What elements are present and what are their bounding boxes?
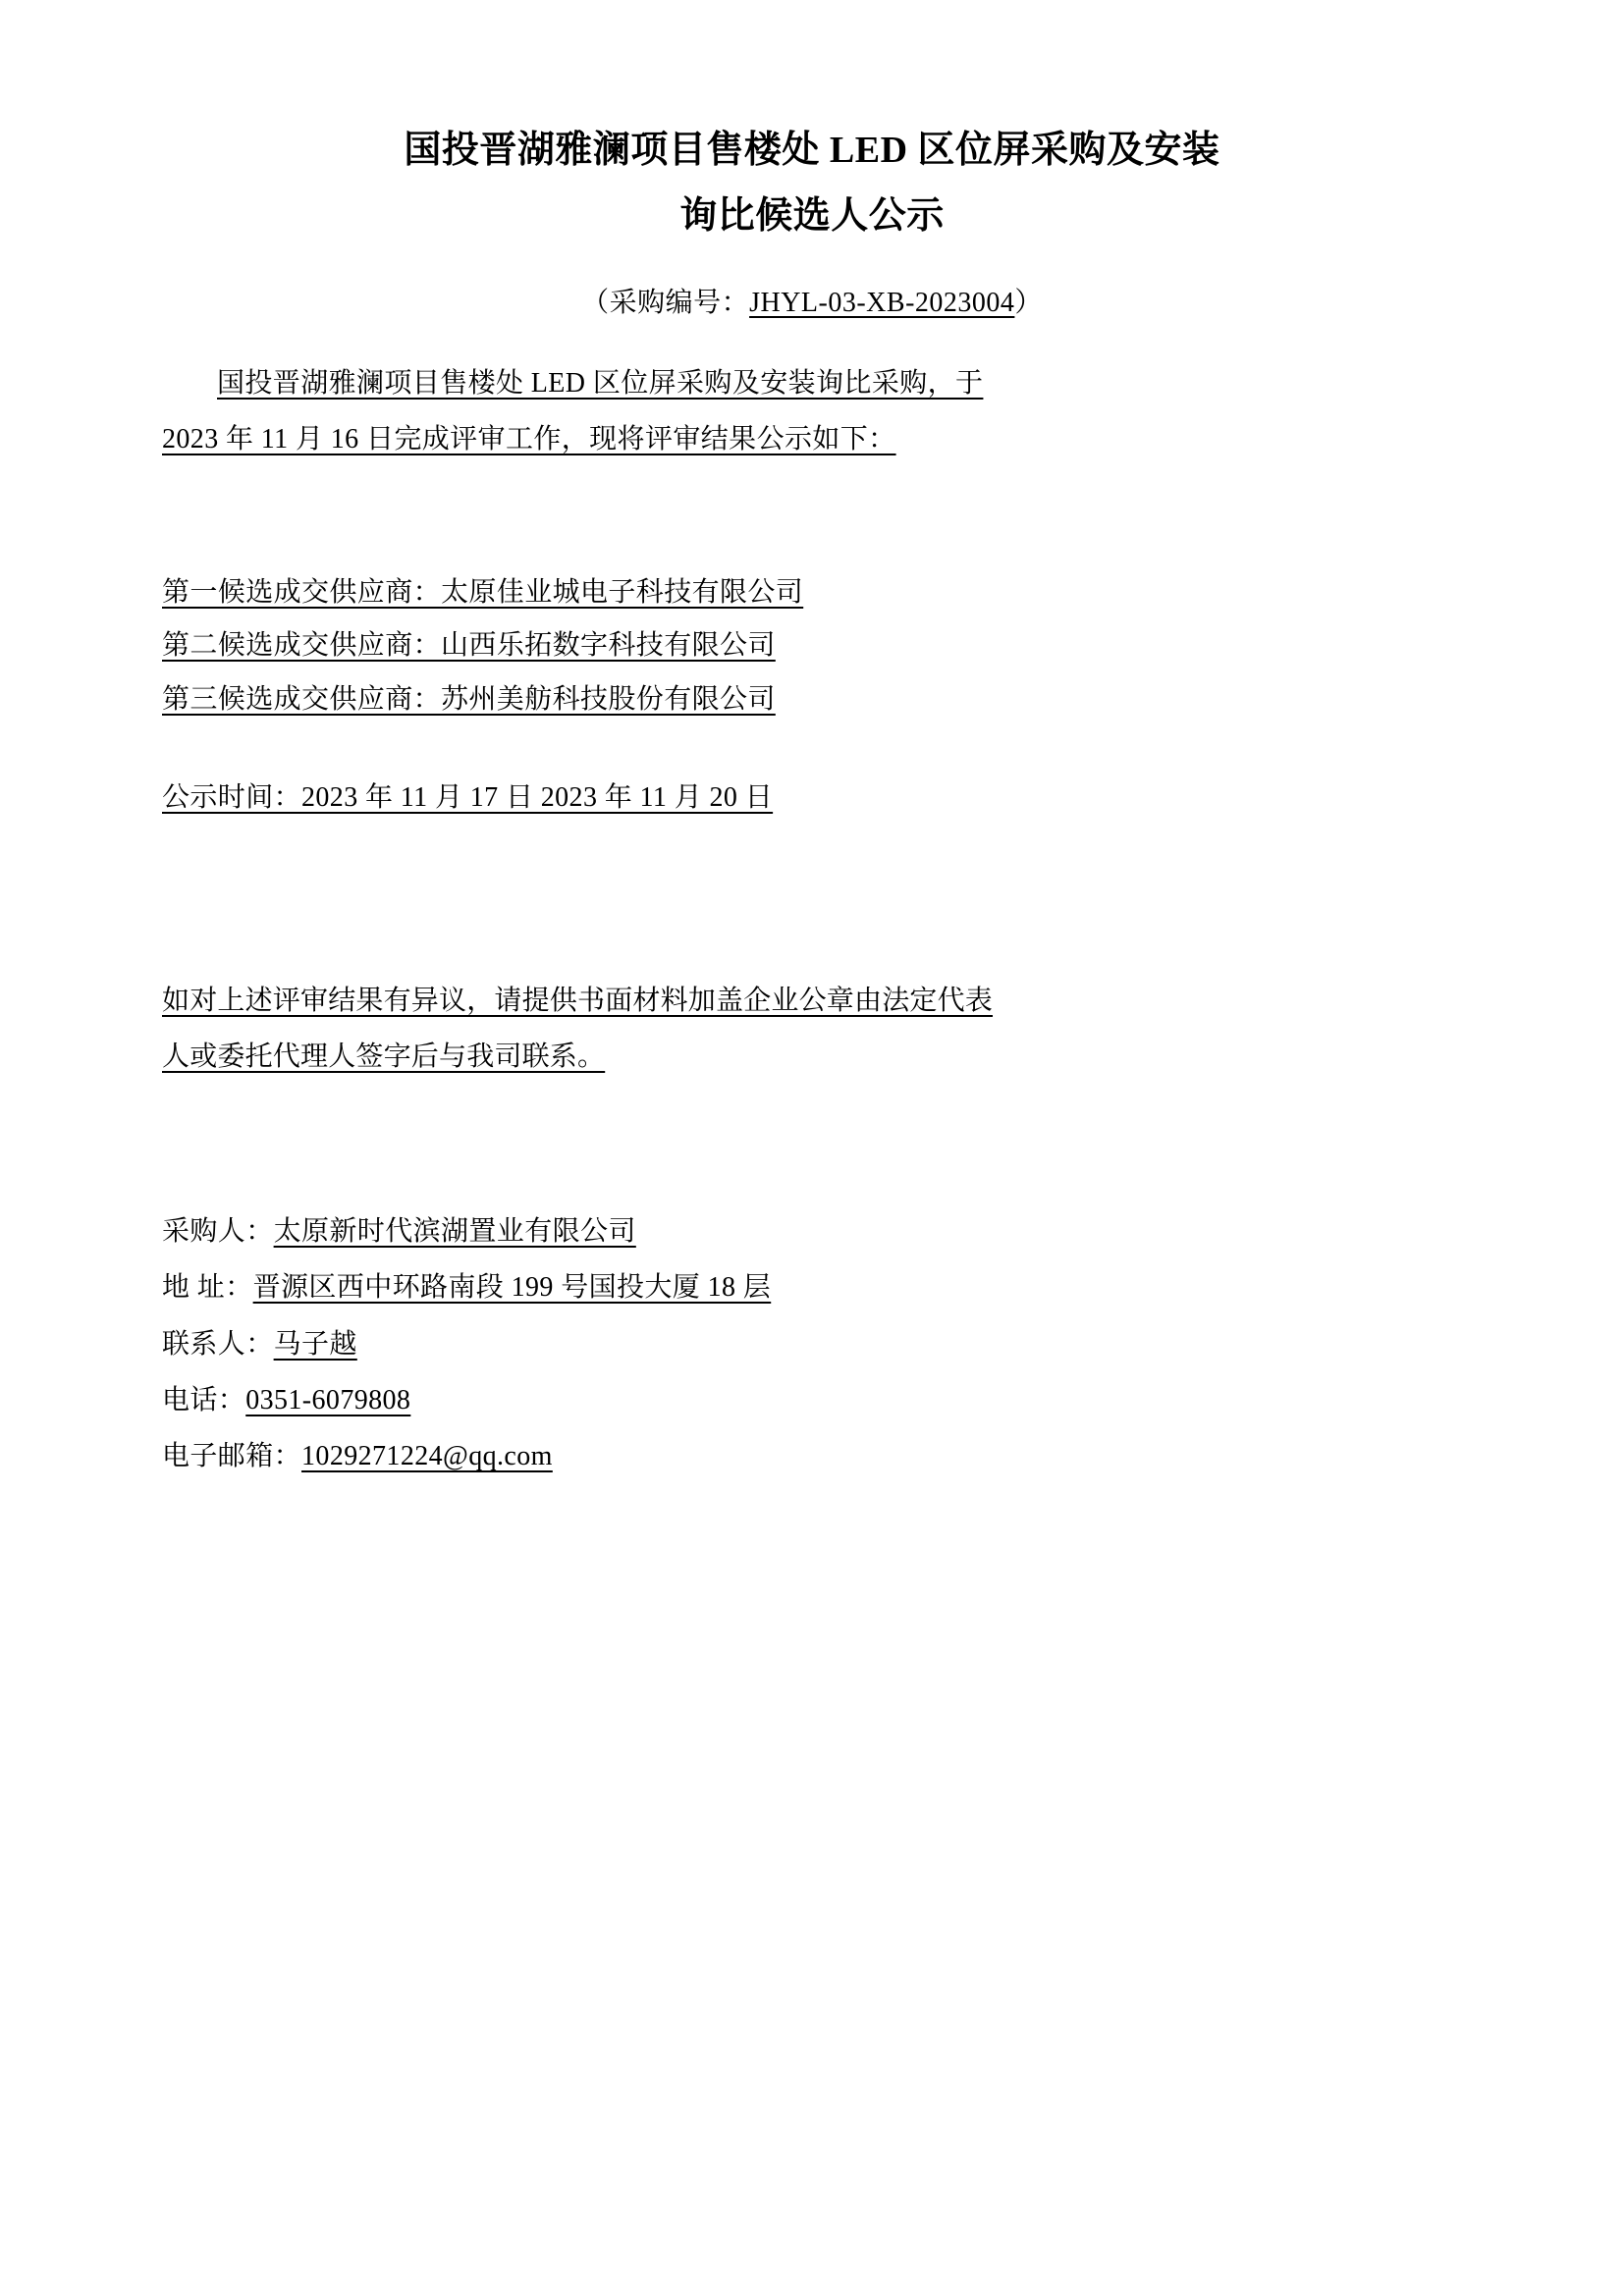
purchase-number — [162, 282, 1462, 326]
objection-paragraph — [162, 973, 1462, 1086]
spacer — [162, 1086, 1462, 1203]
spacer — [162, 726, 1462, 772]
contact-person-value: 马子越 — [273, 1328, 357, 1360]
purchase-number-prefix: （采购编号： — [581, 288, 750, 318]
contact-person-label: 联系人： — [162, 1328, 274, 1360]
contact-address-row — [162, 1259, 1462, 1315]
purchase-number-value: JHYL-03-XB-2023004 — [749, 288, 1015, 318]
objection-line-2: 人或委托代理人签字后与我司联系。 — [162, 1041, 606, 1073]
candidate-1-text: 第一候选成交供应商：太原佳业城电子科技有限公司 — [162, 576, 804, 608]
page-title — [162, 0, 1462, 248]
contact-purchaser-label: 采购人： — [162, 1215, 274, 1247]
candidate-item — [162, 619, 1462, 673]
spacer — [162, 826, 1462, 973]
candidate-item — [162, 673, 1462, 727]
contact-person-row — [162, 1316, 1462, 1372]
intro-paragraph-line-1: 国投晋湖雅澜项目售楼处 LED 区位屏采购及安装询比采购，于 — [217, 367, 984, 399]
intro-paragraph — [162, 355, 1462, 468]
contact-block — [162, 1203, 1462, 1485]
contact-email-value: 1029271224@qq.com — [301, 1441, 553, 1472]
intro-paragraph-line-2: 2023 年 11 月 16 日完成评审工作，现将评审结果公示如下： — [162, 424, 896, 455]
contact-email-label: 电子邮箱： — [162, 1441, 302, 1472]
contact-address-label: 地 址： — [162, 1272, 253, 1304]
contact-phone-row — [162, 1372, 1462, 1428]
contact-purchaser-value: 太原新时代滨湖置业有限公司 — [273, 1215, 636, 1247]
purchase-number-suffix: ） — [1014, 288, 1043, 318]
contact-phone-label: 电话： — [162, 1384, 246, 1415]
contact-email-row — [162, 1428, 1462, 1484]
contact-purchaser-row — [162, 1203, 1462, 1259]
spacer — [162, 496, 1462, 566]
contact-phone-value: 0351-6079808 — [245, 1384, 411, 1415]
page-title-line-1: 国投晋湖雅澜项目售楼处 LED 区位屏采购及安装 — [404, 130, 1220, 171]
contact-address-value: 晋源区西中环路南段 199 号国投大厦 18 层 — [252, 1272, 772, 1304]
notice-period-text: 公示时间：2023 年 11 月 17 日 2023 年 11 月 20 日 — [162, 782, 774, 814]
notice-period — [162, 772, 1462, 826]
objection-line-1: 如对上述评审结果有异议，请提供书面材料加盖企业公章由法定代表 — [162, 985, 994, 1016]
candidate-2-text: 第二候选成交供应商：山西乐拓数字科技有限公司 — [162, 630, 776, 662]
candidate-item — [162, 566, 1462, 620]
page-title-line-2: 询比候选人公示 — [679, 194, 945, 237]
candidate-3-text: 第三候选成交供应商：苏州美舫科技股份有限公司 — [162, 683, 776, 715]
